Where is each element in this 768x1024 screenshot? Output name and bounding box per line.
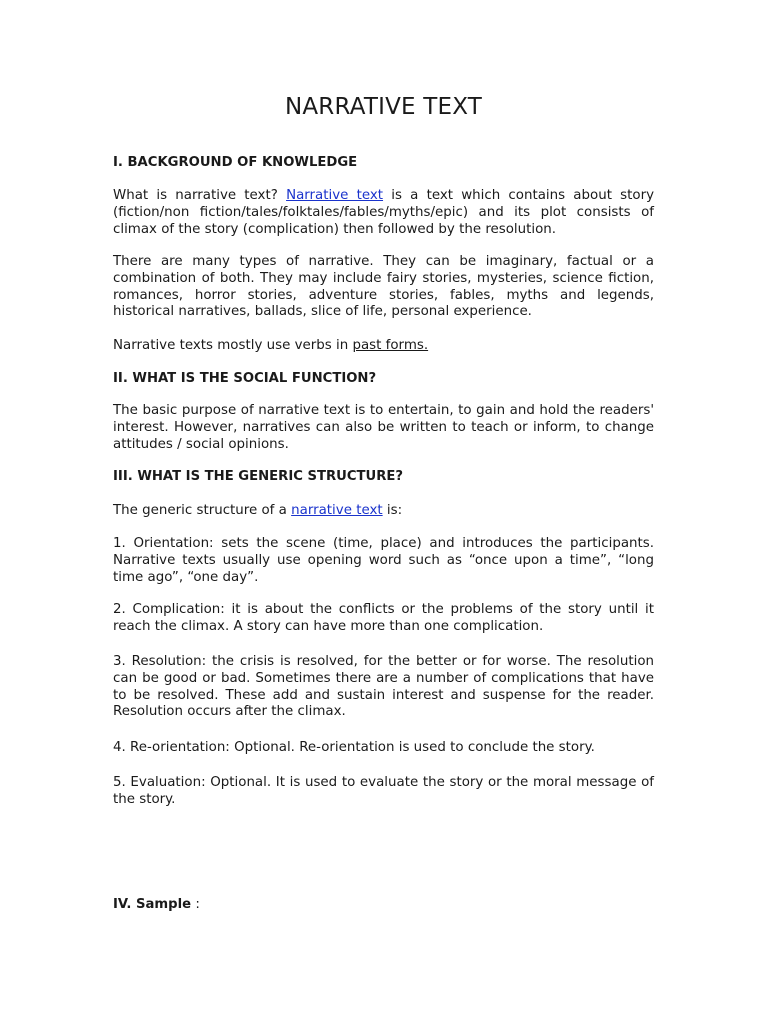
past-forms-text: past forms.	[352, 338, 429, 353]
structure-intro-start: The generic structure of a	[113, 503, 292, 518]
section-heading-sample	[113, 897, 654, 914]
definition-text-start: What is narrative text?	[113, 188, 287, 203]
paragraph-verbs	[113, 338, 654, 355]
structure-item-resolution: 3. Resolution: the crisis is resolved, for the better or for worse. The resolution can be good or bad. Sometimes there are a number of complications that have to be resolved. These add and sustain interest and suspense for the reader. Resolution occurs after the climax.	[113, 654, 654, 720]
narrative-text-link[interactable]: Narrative text	[286, 188, 384, 203]
section-heading-social-function: II. WHAT IS THE SOCIAL FUNCTION?	[113, 371, 377, 386]
verbs-text: Narrative texts mostly use verbs in	[113, 338, 353, 353]
paragraph-types: There are many types of narrative. They can be imaginary, factual or a combination of both. They may include fairy stories, mysteries, science fiction, romances, horror stories, adventure stories, fables, myths and legends, historical narratives, ballads, slice of life, personal experience.	[113, 254, 654, 320]
narrative-text-link-2[interactable]: narrative text	[291, 503, 383, 518]
paragraph-definition	[113, 188, 654, 238]
structure-item-orientation: 1. Orientation: sets the scene (time, place) and introduces the participants. Narrative texts usually use opening word such as “once upon a time”, “long time ago”, “one day”.	[113, 536, 654, 585]
definition-text-end: is a text which contains about story (fiction/non fiction/tales/folktales/fables/myths/epic) and its plot consists of climax of the story (complication) then followed by the resolution.	[113, 188, 655, 237]
page-title: NARRATIVE TEXT	[284, 94, 483, 120]
section-heading-background: I. BACKGROUND OF KNOWLEDGE	[113, 155, 358, 170]
structure-item-complication: 2. Complication: it is about the conflicts or the problems of the story until it reach the climax. A story can have more than one complication.	[113, 602, 654, 634]
paragraph-structure-intro	[113, 503, 654, 520]
sample-heading-colon: :	[191, 897, 200, 912]
structure-intro-end: is:	[382, 503, 403, 518]
section-heading-generic-structure: III. WHAT IS THE GENERIC STRUCTURE?	[113, 469, 404, 484]
structure-item-evaluation: 5. Evaluation: Optional. It is used to evaluate the story or the moral message of the story.	[113, 775, 654, 807]
sample-heading-text: IV. Sample	[113, 897, 192, 912]
paragraph-social-function: The basic purpose of narrative text is to entertain, to gain and hold the readers' interest. However, narratives can also be written to teach or inform, to change attitudes / social opinions.	[113, 403, 654, 452]
structure-item-reorientation: 4. Re-orientation: Optional. Re-orientation is used to conclude the story.	[113, 740, 595, 755]
